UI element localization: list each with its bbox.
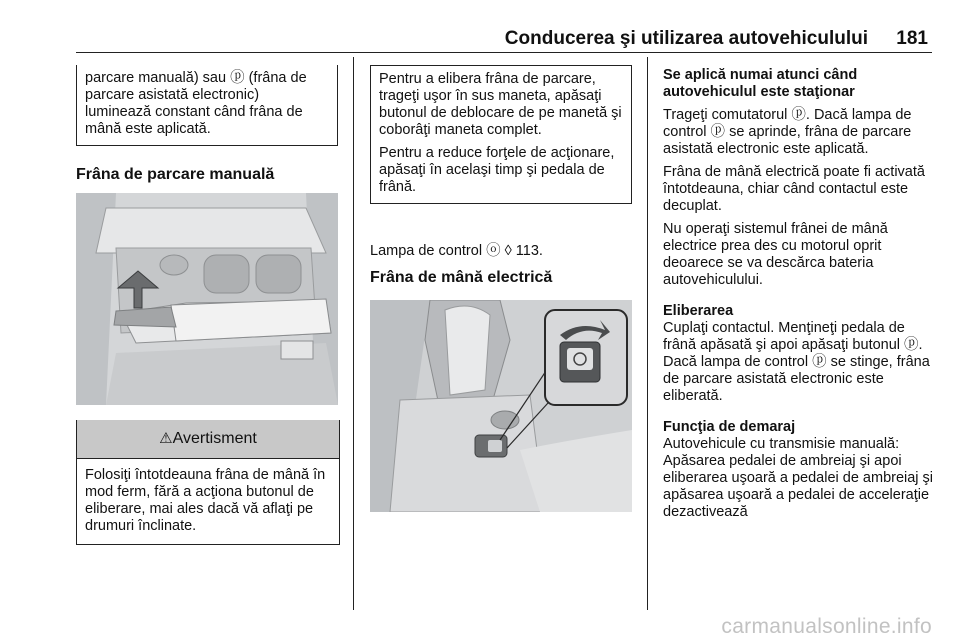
manual-handbrake-illustration	[76, 193, 338, 405]
column-divider-2	[647, 57, 648, 610]
warning-triangle-icon: ⚠	[159, 430, 173, 447]
watermark: carmanualsonline.info	[721, 615, 932, 638]
release-instructions-box	[370, 65, 632, 204]
continued-note-text: parcare manuală) sau ⓟ (frâna de parcare asistată electronic) luminează constant când frâna de mână este aplicată.	[85, 70, 307, 137]
column-3	[663, 67, 935, 527]
continued-note-box	[76, 65, 338, 146]
electric-handbrake-illustration	[370, 300, 632, 512]
header-title: Conducerea şi utilizarea autovehiculului	[504, 28, 868, 49]
warning-body: Folosiţi întotdeauna frâna de mână în mod ferm, fără a acţiona butonul de eliberare, mai ales dacă vă aflaţi pe drumuri înclinate.	[85, 467, 326, 534]
warning-header	[77, 420, 339, 459]
page-number: 181	[896, 28, 928, 49]
manual-brake-heading: Frâna de parcare manuală	[76, 166, 275, 183]
battery-warning-note: Nu operaţi sistemul frânei de mână electrice prea des cu motorul oprit deoarece se va descărca bateria autovehiculului.	[663, 221, 888, 288]
release-instructions-text: Pentru a elibera frâna de parcare, trageţi uşor în sus maneta, apăsaţi butonul de deblocare de pe manetă şi coborâţi maneta complet.	[379, 71, 622, 138]
reduce-force-text: Pentru a reduce forţele de acţionare, apăsaţi în acelaşi timp şi pedala de frână.	[379, 145, 615, 195]
warning-title: Avertisment	[172, 430, 257, 447]
release-heading: Eliberarea	[663, 303, 734, 319]
page-header	[76, 26, 932, 53]
column-1-heading-wrap	[76, 166, 338, 189]
apply-instructions: Trageţi comutatorul ⓟ. Dacă lampa de control ⓟ se aprinde, frâna de parcare asistată electronic este aplicată.	[663, 107, 912, 157]
column-2-lower	[370, 243, 632, 292]
release-instructions: Cuplaţi contactul. Menţineţi pedala de frână apăsată şi apoi apăsaţi butonul ⓟ. Dacă lampa de control ⓟ se stinge, frâna de parcare asistată electronic este eliberată.	[663, 320, 930, 404]
column-divider-1	[353, 57, 354, 610]
column-2	[370, 65, 632, 204]
drive-away-heading: Funcţia de demaraj	[663, 419, 796, 435]
manual-handbrake-drawing	[76, 193, 338, 405]
activation-note: Frâna de mână electrică poate fi activată întotdeauna, chiar când contactul este decuplat.	[663, 164, 925, 214]
electric-brake-heading: Frâna de mână electrică	[370, 269, 553, 286]
control-lamp-reference: Lampa de control ⓞ ◊ 113.	[370, 243, 543, 259]
drive-away-text: Autovehicule cu transmisie manuală: Apăsarea pedalei de ambreiaj şi apoi eliberarea uşoară a pedalei de ambreiaj şi apăsarea uşoară a pedalei de acceleraţie dezactivează	[663, 436, 934, 520]
warning-box	[76, 420, 340, 545]
electric-handbrake-drawing	[370, 300, 632, 512]
stationary-heading: Se aplică numai atunci când autovehiculul este staţionar	[663, 67, 858, 100]
column-1	[76, 65, 338, 146]
